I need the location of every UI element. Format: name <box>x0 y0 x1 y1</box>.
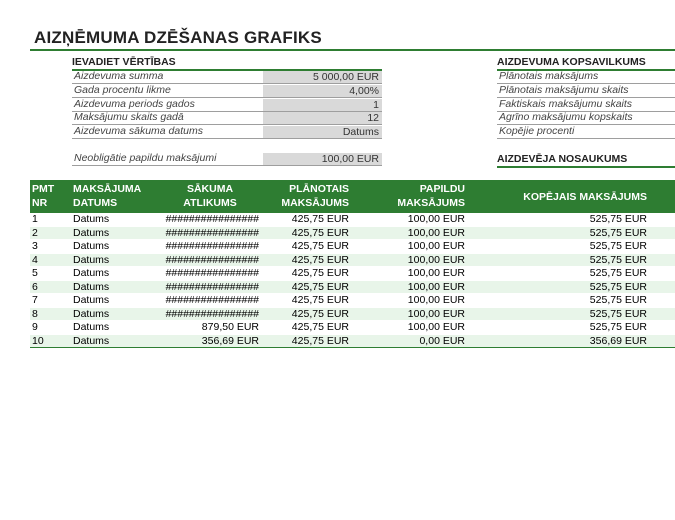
table-row <box>30 308 675 322</box>
cell-total-payment: 525,75 EUR <box>589 213 647 225</box>
page-title: AIZŅĒMUMA DZĒŠANAS GRAFIKS <box>34 28 322 47</box>
cell-pmt-nr: 5 <box>32 267 38 279</box>
cell-total-payment: 525,75 EUR <box>589 307 647 320</box>
summary-header: AIZDEVUMA KOPSAVILKUMS <box>497 56 675 71</box>
cell-payment-date: Datums <box>73 240 110 252</box>
input-row-start-date <box>72 126 382 139</box>
cell-planned-payment: 425,75 EUR <box>291 321 349 333</box>
cell-extra-payment: 100,00 EUR <box>407 213 465 225</box>
table-row <box>30 321 675 335</box>
cell-payment-date: Datums <box>73 280 110 293</box>
cell-payment-date: Datums <box>73 267 110 279</box>
table-row <box>30 267 675 281</box>
input-row-optional-extra <box>72 153 382 166</box>
cell-planned-payment: 425,75 EUR <box>291 307 349 320</box>
cell-pmt-nr: 3 <box>32 240 38 252</box>
cell-payment-date: Datums <box>73 334 110 347</box>
cell-total-payment: 525,75 EUR <box>589 253 647 266</box>
cell-total-payment: 525,75 EUR <box>589 226 647 239</box>
summary-row: Plānotais maksājumu skaits <box>497 85 675 98</box>
cell-pmt-nr: 7 <box>32 294 38 306</box>
cell-total-payment: 525,75 EUR <box>589 280 647 293</box>
cell-start-balance: ################ <box>165 267 259 279</box>
payments-per-year-input[interactable]: 12 <box>263 112 382 124</box>
cell-total-payment: 525,75 EUR <box>589 240 647 252</box>
cell-payment-date: Datums <box>73 307 110 320</box>
table-row <box>30 213 675 227</box>
table-row <box>30 240 675 254</box>
table-row <box>30 281 675 295</box>
col-header-pmt-nr: PMT NR <box>32 183 55 209</box>
cell-start-balance: ################ <box>165 240 259 252</box>
start-date-input[interactable]: Datums <box>263 126 382 138</box>
input-label: Neobligātie papildu maksājumi <box>74 152 217 164</box>
input-row-loan-amount <box>72 71 382 84</box>
inputs-header: IEVADIET VĒRTĪBAS <box>72 56 382 71</box>
interest-rate-input[interactable]: 4,00% <box>263 85 382 97</box>
cell-payment-date: Datums <box>73 213 110 225</box>
col-header-extra-payment: PAPILDU MAKSĀJUMS <box>397 183 465 209</box>
cell-pmt-nr: 9 <box>32 321 38 333</box>
input-label: Aizdevuma periods gados <box>74 98 195 110</box>
cell-planned-payment: 425,75 EUR <box>291 253 349 266</box>
cell-total-payment: 356,69 EUR <box>589 334 647 347</box>
loan-amount-input[interactable]: 5 000,00 EUR <box>263 71 382 83</box>
summary-row: Faktiskais maksājumu skaits <box>497 99 675 112</box>
cell-start-balance: ################ <box>165 253 259 266</box>
cell-extra-payment: 100,00 EUR <box>407 240 465 252</box>
cell-extra-payment: 100,00 EUR <box>407 253 465 266</box>
cell-planned-payment: 425,75 EUR <box>291 240 349 252</box>
cell-extra-payment: 0,00 EUR <box>419 334 465 347</box>
cell-start-balance: ################ <box>165 280 259 293</box>
table-row <box>30 294 675 308</box>
cell-planned-payment: 425,75 EUR <box>291 334 349 347</box>
summary-row: Agrīno maksājumu kopskaits <box>497 112 675 125</box>
cell-planned-payment: 425,75 EUR <box>291 280 349 293</box>
col-header-start-balance: SĀKUMA ATLIKUMS <box>183 183 237 209</box>
cell-extra-payment: 100,00 EUR <box>407 294 465 306</box>
title-divider <box>30 49 675 51</box>
cell-planned-payment: 425,75 EUR <box>291 213 349 225</box>
cell-planned-payment: 425,75 EUR <box>291 267 349 279</box>
table-row <box>30 227 675 241</box>
cell-planned-payment: 425,75 EUR <box>291 294 349 306</box>
cell-payment-date: Datums <box>73 253 110 266</box>
cell-total-payment: 525,75 EUR <box>589 294 647 306</box>
cell-start-balance: ################ <box>165 226 259 239</box>
cell-pmt-nr: 1 <box>32 213 38 225</box>
input-row-interest-rate <box>72 85 382 98</box>
cell-extra-payment: 100,00 EUR <box>407 307 465 320</box>
col-header-planned-payment: PLĀNOTAIS MAKSĀJUMS <box>281 183 349 209</box>
cell-pmt-nr: 6 <box>32 280 38 293</box>
cell-start-balance: ################ <box>165 307 259 320</box>
cell-payment-date: Datums <box>73 294 110 306</box>
cell-planned-payment: 425,75 EUR <box>291 226 349 239</box>
cell-extra-payment: 100,00 EUR <box>407 226 465 239</box>
cell-payment-date: Datums <box>73 321 110 333</box>
cell-extra-payment: 100,00 EUR <box>407 280 465 293</box>
input-label: Gada procentu likme <box>74 84 171 96</box>
summary-row: Kopējie procenti <box>497 126 675 139</box>
cell-pmt-nr: 8 <box>32 307 38 320</box>
cell-start-balance: ################ <box>165 213 259 225</box>
extra-payment-input[interactable]: 100,00 EUR <box>263 153 382 165</box>
cell-pmt-nr: 4 <box>32 253 38 266</box>
schedule-table-header <box>30 180 675 213</box>
cell-start-balance: 356,69 EUR <box>201 334 259 347</box>
col-header-payment-date: MAKSĀJUMA DATUMS <box>73 183 142 209</box>
summary-row: Plānotais maksājums <box>497 71 675 84</box>
loan-period-input[interactable]: 1 <box>263 99 382 111</box>
input-label: Aizdevuma sākuma datums <box>74 125 203 137</box>
col-header-total-payment: KOPĒJAIS MAKSĀJUMS <box>523 191 647 203</box>
input-row-payments-per-year <box>72 112 382 125</box>
cell-pmt-nr: 10 <box>32 334 44 347</box>
input-label: Aizdevuma summa <box>74 70 164 82</box>
lender-name-header: AIZDEVĒJA NOSAUKUMS <box>497 153 675 168</box>
cell-extra-payment: 100,00 EUR <box>407 321 465 333</box>
cell-payment-date: Datums <box>73 226 110 239</box>
cell-start-balance: ################ <box>165 294 259 306</box>
cell-total-payment: 525,75 EUR <box>589 321 647 333</box>
input-label: Maksājumu skaits gadā <box>74 111 184 123</box>
cell-start-balance: 879,50 EUR <box>201 321 259 333</box>
table-row <box>30 335 675 349</box>
cell-total-payment: 525,75 EUR <box>589 267 647 279</box>
cell-pmt-nr: 2 <box>32 226 38 239</box>
cell-extra-payment: 100,00 EUR <box>407 267 465 279</box>
table-row <box>30 254 675 268</box>
